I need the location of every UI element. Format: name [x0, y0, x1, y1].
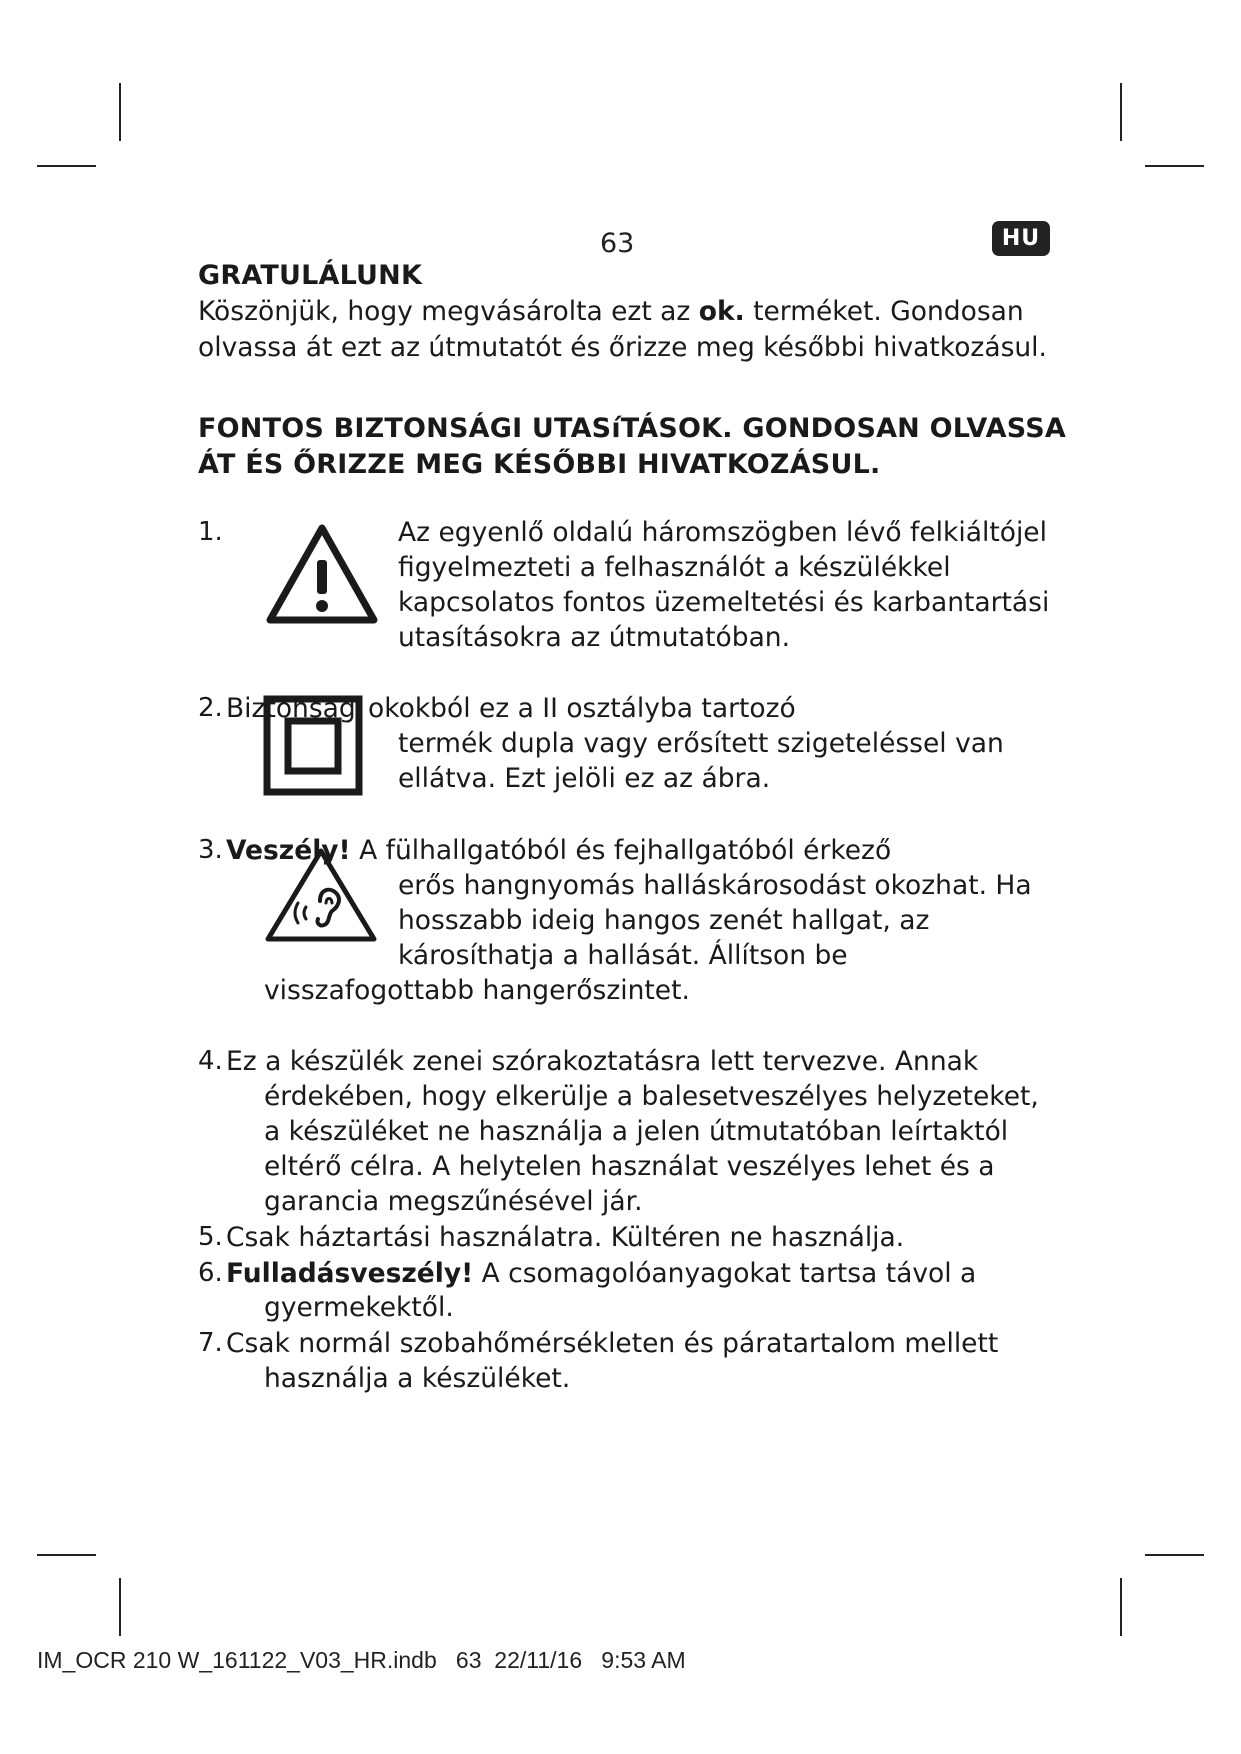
item-3-line-1: Veszély! A fülhallgatóból és fejhallgatóból érkező	[226, 835, 892, 866]
intro-title: GRATULÁLUNK	[198, 260, 423, 291]
item-number: 3.	[198, 835, 223, 865]
item-1-line: Az egyenlő oldalú háromszögben lévő felkiáltójel	[398, 517, 1047, 548]
item-number: 5.	[198, 1222, 223, 1252]
item-3-line: károsíthatja a hallását. Állítson be	[398, 940, 848, 971]
language-badge: HU	[992, 221, 1050, 256]
crop-mark	[37, 1554, 96, 1556]
double-insulation-icon	[263, 695, 363, 796]
item-number: 6.	[198, 1258, 223, 1288]
item-3-line: visszafogottabb hangerőszintet.	[264, 975, 690, 1006]
item-2-line: okokból ez a II osztályba tartozó	[368, 693, 796, 724]
item-1-line: figyelmezteti a felhasználót a készülékkel	[398, 552, 951, 583]
crop-mark	[37, 165, 96, 167]
crop-mark	[1145, 1554, 1204, 1556]
item-7-line: használja a készüléket.	[264, 1363, 571, 1394]
crop-mark	[1120, 1578, 1122, 1636]
crop-mark	[119, 83, 121, 141]
print-footer: IM_OCR 210 W_161122_V03_HR.indb 63 22/11/16 9:53 AM	[37, 1647, 686, 1673]
item-4-line: eltérő célra. A helytelen használat veszélyes lehet és a	[264, 1151, 995, 1182]
crop-mark	[1120, 83, 1122, 141]
item-number: 1.	[198, 517, 223, 547]
brand-name: ok.	[698, 296, 745, 327]
item-3-line: hosszabb ideig hangos zenét hallgat, az	[398, 905, 930, 936]
page-number: 63	[600, 228, 635, 259]
danger-label: Veszély!	[226, 835, 351, 866]
item-4-line: Ez a készülék zenei szórakoztatásra lett tervezve. Annak	[226, 1046, 979, 1077]
item-2-lead: Biztonsági	[226, 693, 364, 724]
intro-line-2: olvassa át ezt az útmutatót és őrizze meg későbbi hivatkozásul.	[198, 332, 1047, 363]
safety-heading-line-2: ÁT ÉS ŐRIZZE MEG KÉSŐBBI HIVATKOZÁSUL.	[198, 449, 881, 480]
intro-line-1: Köszönjük, hogy megvásárolta ezt az ok. terméket. Gondosan	[198, 296, 1024, 327]
item-5-line: Csak háztartási használatra. Kültéren ne használja.	[226, 1222, 905, 1253]
warning-triangle-icon	[264, 522, 380, 626]
safety-heading-line-1: FONTOS BIZTONSÁGI UTASíTÁSOK. GONDOSAN OLVASSA	[198, 413, 1066, 444]
hearing-warning-icon	[262, 845, 380, 945]
item-4-line: érdekében, hogy elkerülje a balesetveszélyes helyzeteket,	[264, 1081, 1039, 1112]
suffocation-label: Fulladásveszély!	[226, 1258, 474, 1289]
item-2-line: termék dupla vagy erősített szigeteléssel van	[398, 728, 1004, 759]
item-1-line: utasításokra az útmutatóban.	[398, 622, 791, 653]
item-number: 7.	[198, 1328, 223, 1358]
item-3-line: erős hangnyomás halláskárosodást okozhat. Ha	[398, 870, 1032, 901]
item-6-line-1: Fulladásveszély! A csomagolóanyagokat tartsa távol a	[226, 1258, 977, 1289]
crop-mark	[119, 1578, 121, 1636]
item-4-line: garancia megszűnésével jár.	[264, 1186, 643, 1217]
item-number: 2.	[198, 693, 223, 723]
item-4-line: a készüléket ne használja a jelen útmutatóban leírtaktól	[264, 1116, 1009, 1147]
item-number: 4.	[198, 1046, 223, 1076]
item-7-line: Csak normál szobahőmérsékleten és páratartalom mellett	[226, 1328, 999, 1359]
crop-mark	[1145, 165, 1204, 167]
item-6-line: gyermekektől.	[264, 1292, 454, 1323]
item-2-line: ellátva. Ezt jelöli ez az ábra.	[398, 763, 771, 794]
item-1-line: kapcsolatos fontos üzemeltetési és karbantartási	[398, 587, 1050, 618]
